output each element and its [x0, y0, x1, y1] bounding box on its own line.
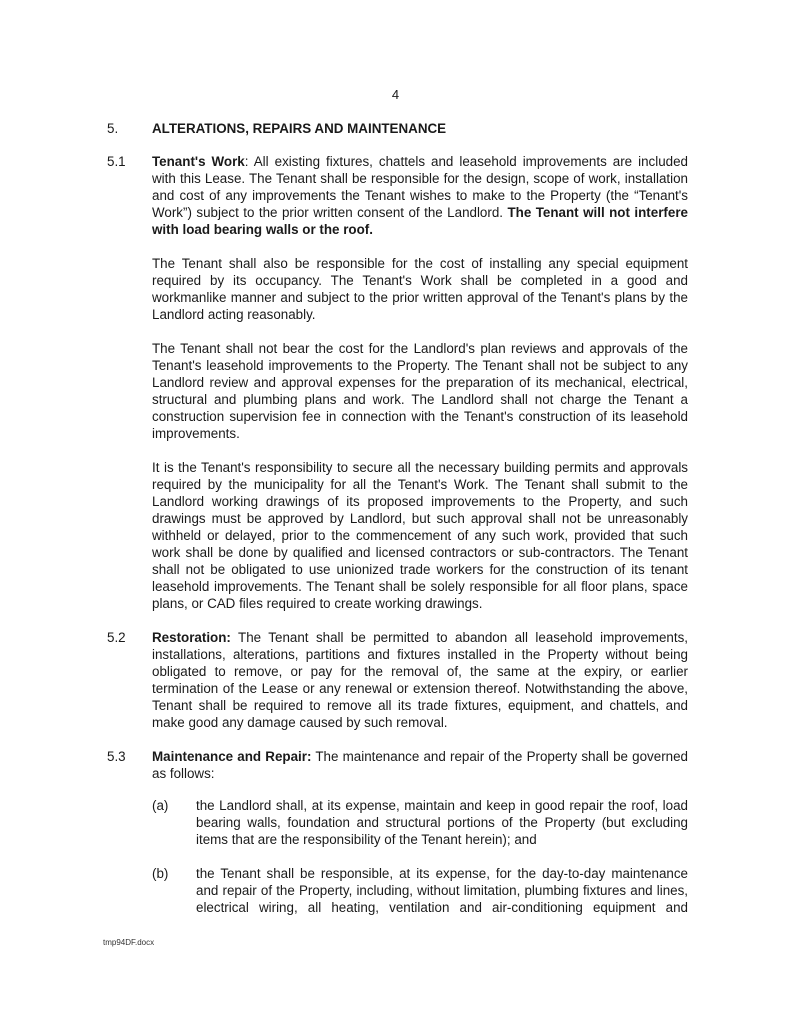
- clause-title: Tenant's Work: [152, 154, 245, 169]
- clause-number: 5.3: [107, 749, 126, 764]
- paragraph: The Tenant shall also be responsible for the cost of installing any special equipment required by its occupancy. The Tenant's Work shall be completed in a good and workmanlike manner and subject to the prior written approval of the Tenant's plans by the Landlord acting reasonably.: [152, 256, 688, 322]
- section-number: 5.: [107, 121, 119, 136]
- clause-title: Restoration:: [152, 630, 231, 645]
- list-item-b: [152, 865, 688, 916]
- footer-filename: tmp94DF.docx: [103, 938, 155, 947]
- item-label: (a): [152, 798, 169, 813]
- clause-text: The Tenant shall be permitted to abandon all leasehold improvements, installations, alterations, partitions and fixtures installed in the Property without being obligated to remove, or pay for the removal of, the same at the expiry, or earlier termination of the Lease or any renewal or extension thereof. Notwithstanding the above, Tenant shall be required to remove all its trade fixtures, equipment, and chattels, and make good any damage caused by such removal.: [152, 630, 688, 730]
- page-number: 4: [391, 87, 400, 102]
- clause-5-3: [107, 748, 688, 782]
- item-text: the Tenant shall be responsible, at its expense, for the day-to-day maintenance and repair of the Property, including, without limitation, plumbing fixtures and lines, electrical wiring, all heating, ventilation and air-conditioning equipment and: [196, 866, 688, 915]
- clause-text: The maintenance and repair of the Property shall be governed as follows:: [152, 749, 688, 781]
- clause-number: 5.2: [107, 630, 126, 645]
- clause-body: [152, 629, 688, 731]
- item-text: the Landlord shall, at its expense, maintain and keep in good repair the roof, load bearing walls, foundation and structural portions of the Property (but excluding items that are the responsibility of the Tenant herein); and: [196, 798, 688, 847]
- item-label: (b): [152, 866, 169, 881]
- clause-body: Tenant's Work: All existing fixtures, chattels and leasehold improvements are included with this Lease. The Tenant shall be responsible for the design, scope of work, installation and cost of any improvements the Tenant wishes to make to the Property (the “Tenant's Work”) subject to the prior written consent of the Landlord. The Tenant will not interfere with load bearing walls or the roof.: [152, 154, 688, 237]
- clause-bold-text: The Tenant will not interfere with load bearing walls or the roof.: [152, 205, 688, 237]
- clause-number: 5.1: [107, 154, 126, 169]
- paragraph: The Tenant shall not bear the cost for the Landlord's plan reviews and approvals of the Tenant's leasehold improvements to the Property. The Tenant shall not be subject to any Landlord review and approval expenses for the preparation of its mechanical, electrical, structural and plumbing plans and work. The Landlord shall not charge the Tenant a construction supervision fee in connection with the Tenant's construction of its leasehold improvements.: [152, 341, 688, 441]
- clause-5-1: [107, 153, 688, 238]
- clause-text: All existing fixtures, chattels and leasehold improvements are included with this Lease. The Tenant shall be responsible for the design, scope of work, installation and cost of any improvements the Tenant wishes to make to the Property (the “Tenant's Work”) subject to the prior written consent of the Landlord.: [152, 154, 688, 220]
- section-heading: [107, 120, 688, 137]
- clause-title: Maintenance and Repair:: [152, 749, 312, 764]
- clause-5-2: [107, 629, 688, 731]
- paragraph: It is the Tenant's responsibility to secure all the necessary building permits and approvals required by the municipality for all the Tenant's Work. The Tenant shall submit to the Landlord working drawings of its proposed improvements to the Property, and such drawings must be approved by Landlord, but such approval shall not be unreasonably withheld or delayed, prior to the commencement of any such work, provided that such work shall be done by qualified and licensed contractors or sub-contractors. The Tenant shall not be obligated to use unionized trade workers for the construction of its tenant leasehold improvements. The Tenant shall be solely responsible for all floor plans, space plans, or CAD files required to create working drawings.: [152, 460, 688, 611]
- clause-body: [152, 748, 688, 782]
- list-item-a: [152, 797, 688, 848]
- section-title: ALTERATIONS, REPAIRS AND MAINTENANCE: [152, 121, 447, 136]
